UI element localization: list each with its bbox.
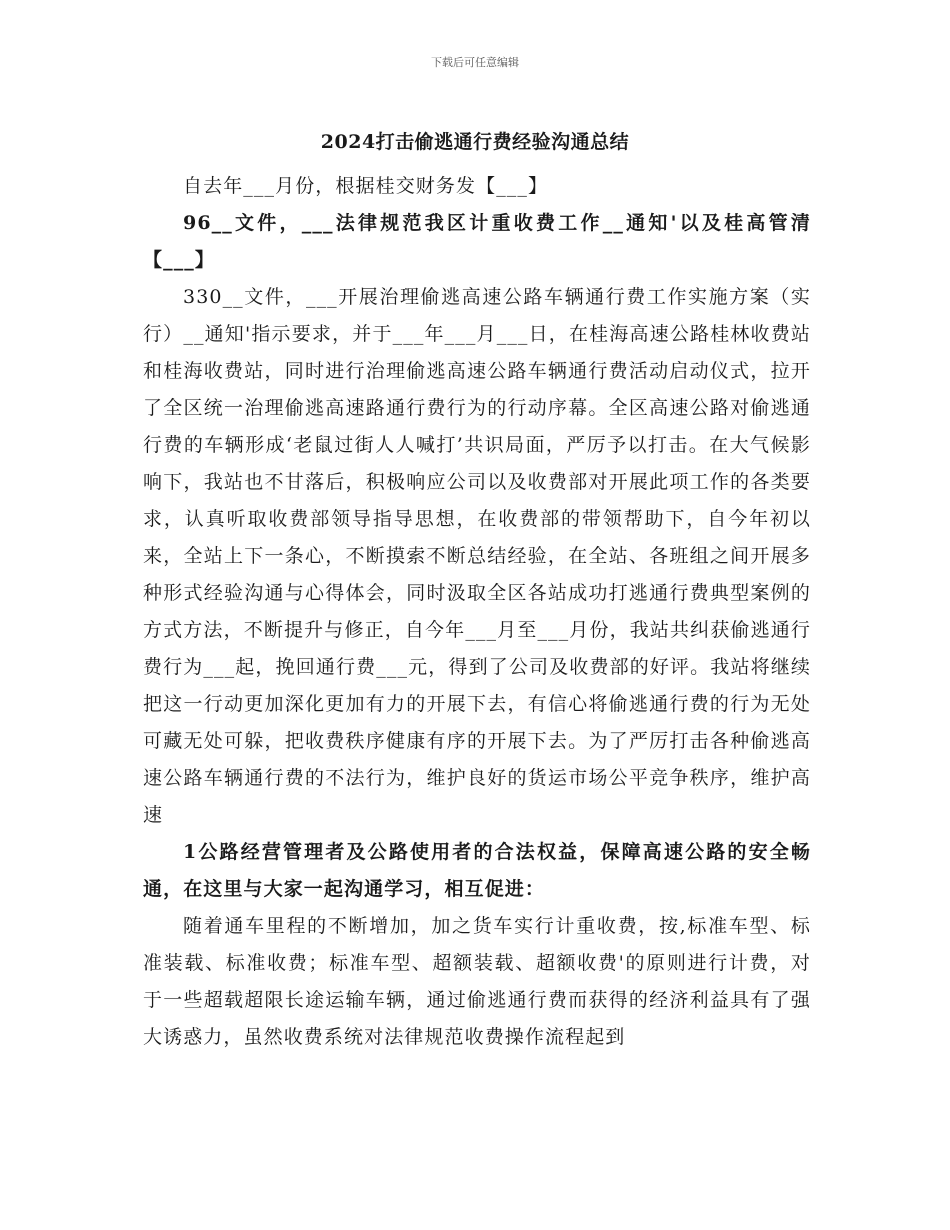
- paragraph-3: 330__文件，___开展治理偷逃高速公路车辆通行费工作实施方案（实行）__通知'指示要求，并于___年___月___日，在桂海高速公路桂林收费站和桂海收费站，同时进行治理偷逃高速公路车辆通行费活动启动仪式，拉开了全区统一治理偷逃高速路通行费行为的行动序幕。全区高速公路对偷逃通行费的车辆形成‘老鼠过街人人喊打’共识局面，严厉予以打击。在大气候影响下，我站也不甘落后，积极响应公司以及收费部对开展此项工作的各类要求，认真听取收费部领导指导思想，在收费部的带领帮助下，自今年初以来，全站上下一条心，不断摸索不断总结经验，在全站、各班组之间开展多种形式经验沟通与心得体会，同时汲取全区各站成功打逃通行费典型案例的方式方法，不断提升与修正，自今年___月至___月份，我站共纠获偷逃通行费行为___起，挽回通行费___元，得到了公司及收费部的好评。我站将继续把这一行动更加深化更加有力的开展下去，有信心将偷逃通行费的行为无处可藏无处可躲，把收费秩序健康有序的开展下去。为了严厉打击各种偷逃高速公路车辆通行费的不法行为，维护良好的货运市场公平竞争秩序，维护高速: [143, 286, 811, 826]
- paragraph-5: 随着通车里程的不断增加，加之货车实行计重收费，按,标准车型、标准装载、标准收费；标准车型、超额装载、超额收费'的原则进行计费，对于一些超载超限长途运输车辆，通过偷逃通行费而获得的经济利益具有了强大诱惑力，虽然收费系统对法律规范收费操作流程起到: [143, 915, 811, 1048]
- paragraph-1: 自去年___月份，根据桂交财务发【___】: [183, 175, 549, 197]
- header-note: 下载后可任意编辑: [431, 56, 519, 69]
- paragraph-4: 1公路经营管理者及公路使用者的合法权益，保障高速公路的安全畅通，在这里与大家一起沟通学习，相互促进：: [143, 841, 811, 900]
- paragraph-2: 96__文件，___法律规范我区计重收费工作__通知'以及桂高管清【___】: [143, 212, 811, 271]
- document-title: 2024打击偷逃通行费经验沟通总结: [320, 131, 630, 153]
- document-body: [143, 168, 811, 1056]
